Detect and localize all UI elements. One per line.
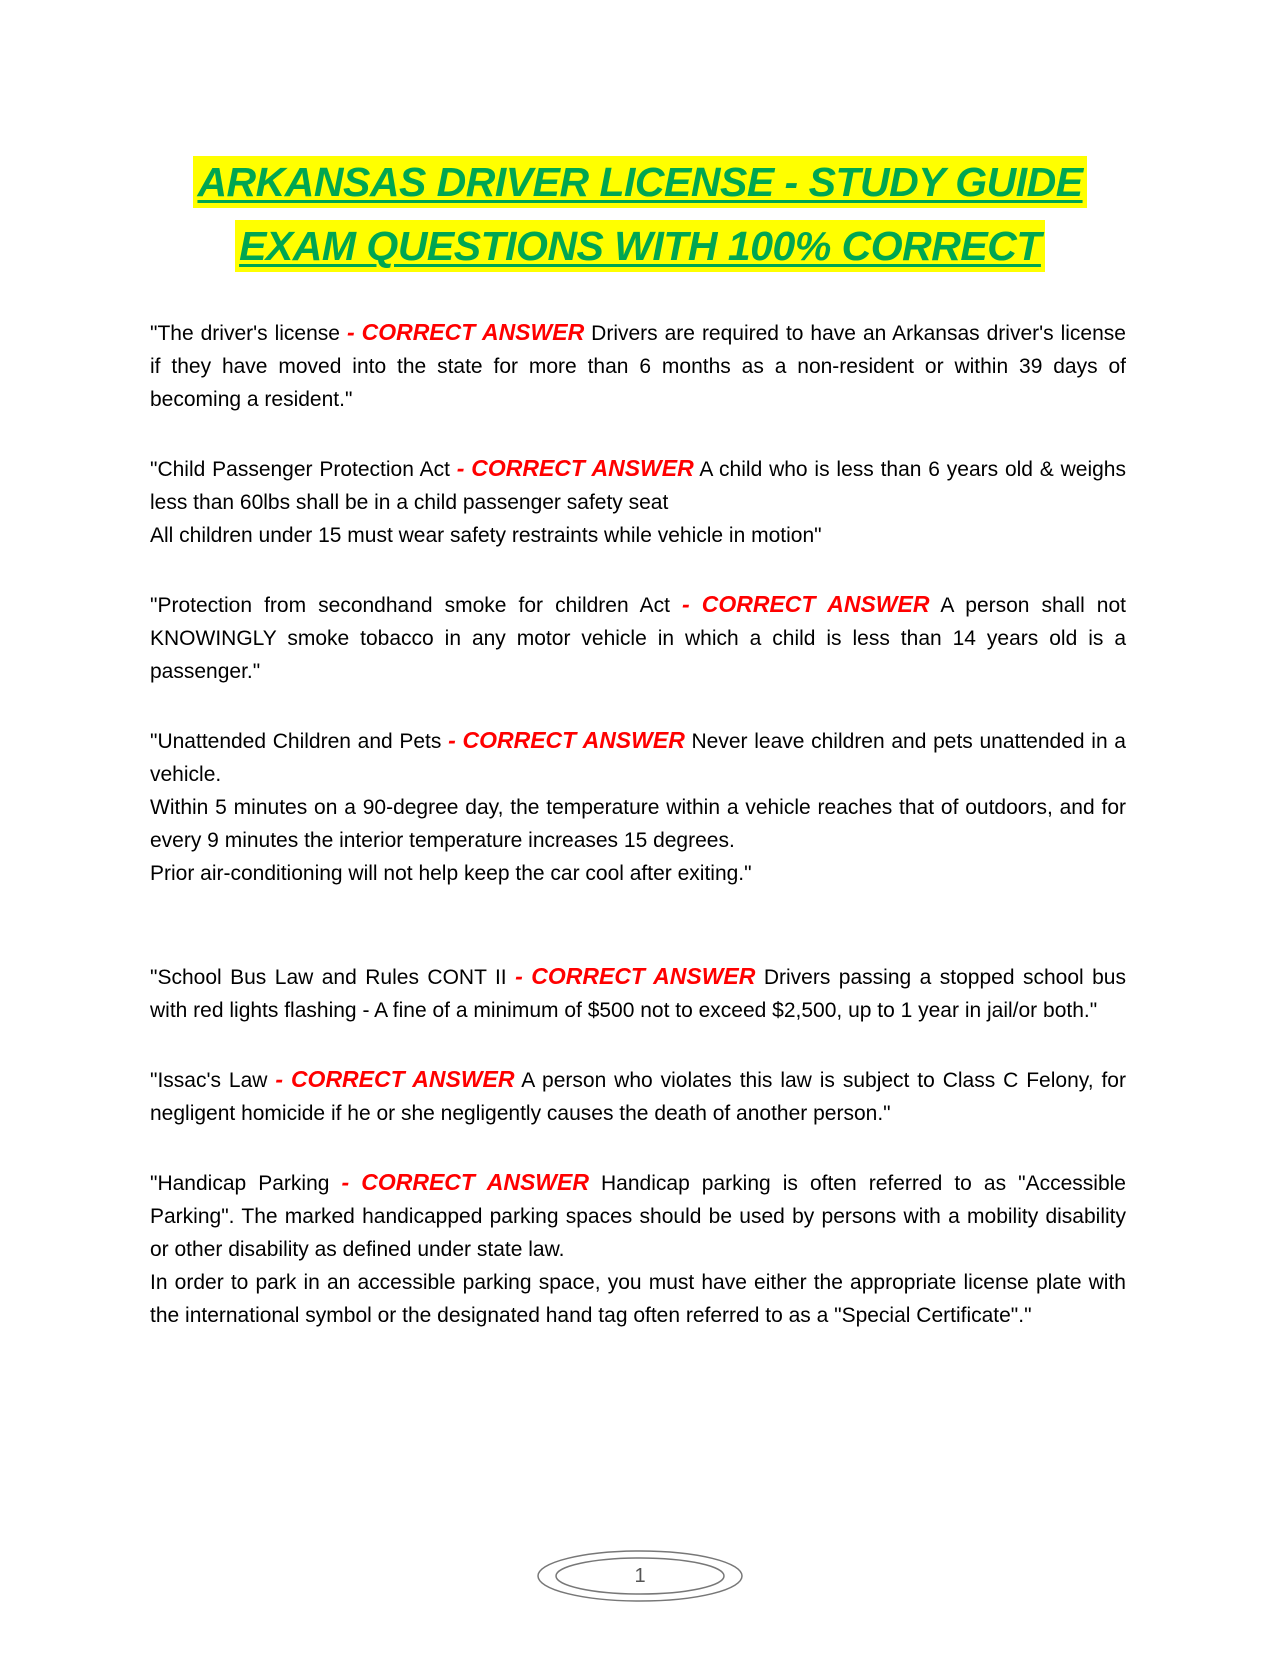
answer-text: Drivers passing a stopped school bus with red lights flashing - A fine of a minimum of $500 not to exceed $2,500, up to 1 year in jail/or both." (150, 966, 1126, 1022)
qa-entry (150, 724, 1126, 890)
separator-dash: - (341, 1169, 350, 1195)
title-line-2: EXAM QUESTIONS WITH 100% CORRECT (235, 220, 1045, 272)
qa-entry (150, 1063, 1126, 1130)
qa-entry (150, 316, 1126, 416)
answer-text: Never leave children and pets unattended in a vehicle. (150, 730, 1126, 786)
answer-text: All children under 15 must wear safety restraints while vehicle in motion" (150, 524, 822, 547)
answer-text: A person who violates this law is subject to Class C Felony, for negligent homicide if he or she negligently causes the death of another person." (150, 1069, 1126, 1125)
qa-entry (150, 588, 1126, 688)
answer-text: Drivers are required to have an Arkansas driver's license if they have moved into the state for more than 6 months as a non-resident or within 39 days of becoming a resident." (150, 322, 1126, 411)
separator-dash: - (681, 591, 690, 617)
question-text: "The driver's license (150, 322, 340, 345)
answer-text: Handicap parking is often referred to as "Accessible Parking". The marked handicapped parking spaces should be used by persons with a mobility disability or other disability as defined under state law. (150, 1172, 1126, 1261)
answer-text: A person shall not KNOWINGLY smoke tobacco in any motor vehicle in which a child is less than 14 years old is a passenger." (150, 594, 1126, 683)
page-number-badge (534, 1548, 746, 1604)
document-title (0, 150, 1280, 278)
question-text: "Protection from secondhand smoke for children Act (150, 594, 670, 617)
correct-answer-label: CORRECT ANSWER (361, 1169, 589, 1195)
correct-answer-label: CORRECT ANSWER (361, 319, 585, 345)
correct-answer-label: CORRECT ANSWER (462, 727, 685, 753)
title-line-1: ARKANSAS DRIVER LICENSE - STUDY GUIDE (193, 156, 1086, 208)
qa-entry (150, 452, 1126, 552)
document-body (150, 316, 1126, 1368)
separator-dash: - (448, 727, 456, 753)
answer-text: A child who is less than 6 years old & weighs less than 60lbs shall be in a child passenger safety seat (150, 458, 1126, 514)
separator-dash: - (515, 963, 523, 989)
question-text: "Unattended Children and Pets (150, 730, 442, 753)
question-text: "Child Passenger Protection Act (150, 458, 450, 481)
qa-entry (150, 960, 1126, 1027)
question-text: "Issac's Law (150, 1069, 268, 1092)
correct-answer-label: CORRECT ANSWER (701, 591, 930, 617)
qa-entry (150, 1166, 1126, 1332)
correct-answer-label: CORRECT ANSWER (471, 455, 694, 481)
answer-text: Prior air-conditioning will not help keep the car cool after exiting." (150, 862, 752, 885)
answer-text: In order to park in an accessible parking space, you must have either the appropriate license plate with the international symbol or the designated hand tag often referred to as a "Special Certificate"." (150, 1271, 1126, 1327)
correct-answer-label: CORRECT ANSWER (290, 1066, 515, 1092)
page-number: 1 (634, 1565, 646, 1587)
correct-answer-label: CORRECT ANSWER (531, 963, 756, 989)
question-text: "Handicap Parking (150, 1172, 330, 1195)
separator-dash: - (456, 455, 465, 481)
answer-text: Within 5 minutes on a 90-degree day, the temperature within a vehicle reaches that of outdoors, and for every 9 minutes the interior temperature increases 15 degrees. (150, 796, 1126, 852)
separator-dash: - (346, 319, 355, 345)
question-text: "School Bus Law and Rules CONT II (150, 966, 507, 989)
separator-dash: - (275, 1066, 284, 1092)
